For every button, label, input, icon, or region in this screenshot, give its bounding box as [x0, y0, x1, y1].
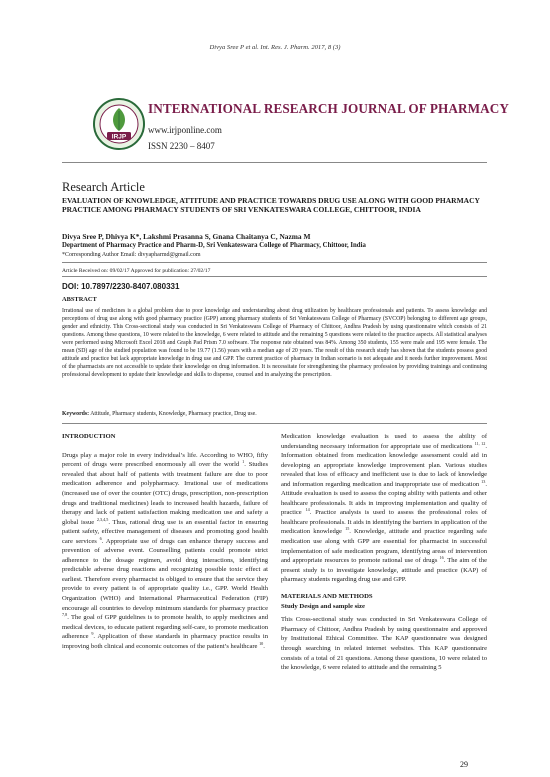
keywords [62, 411, 257, 417]
doi[interactable]: DOI: 10.7897/2230-8407.080331 [62, 282, 180, 291]
introduction-paragraph: Drugs play a major role in every individual’s life. According to WHO, fifty percent of drugs were prescribed enormously all over the world $^1$. Studies revealed that about half of patients with treatment failure are due to poor medication adherence and polypharmacy. Irrational use of medications (increased use of over the counter (OTC) drugs, prescription, non-prescription drugs and traditional medicines) leads to increased health hazards, failure of therapy and lack of patient satisfaction making medication use and safety a global issue $^{2,3,4,5}$. Thus, rational drug use is an essential factor in ensuring patient safety, effective management of diseases and promoting good health care services $^6$. Appropriate use of drugs can enhance therapy success and prevention of adverse event. Counselling patients could promote strict adherence to the dosage regimen, avoid drug interactions, identifying predictable adverse drug reactions and recognizing possible toxic effect at earliest. Therefore every pharmacist is obliged to ensure that the service they provide to every patient is of appropriate quality i.e., GPP. World Health Organization (WHO) and International Pharmaceutical Federation (FIP) encourage all countries to develop minimum standards for pharmacy practice $^{7,8}$. The goal of GPP guidelines is to promote health, to apply medicines and medical devices, to educate patient regarding self-care, to promote medication adherence $^9$. Application of these standards in pharmacy practice results in improving both clinical and economic outcomes of the patient’s healthcare $^{10}$. [62, 451, 268, 650]
introduction-paragraph-2: Medication knowledge evaluation is used to assess the ability of understanding necessary information for appropriate use of medications $^{11, 12}$. Information obtained from medication knowledge assessment could aid in developing an appropriate knowledge improvement plan. Various studies revealed that loss of efficacy and inefficient use is due to lack of knowledge and information regarding medication and inappropriate use of medication $^{13}$. Attitude evaluation is used to assess the coping ability with patients and other healthcare professionals. It aids in improving implementation and quality of practice $^{14}$. Practice analysis is used to assess the professional roles of healthcare professionals. It aids in identifying the barriers in application of the medication knowledge $^{15}$. Knowledge, attitude and practice regarding safe medication use along with GPP are essential for pharmacist in successful implementation of safe medication program, identifying areas of intervention and appropriate resources to promote rational use of drugs $^{16}$. The aim of the present study is to investigate knowledge, attitude and practice (KAP) of pharmacy students regarding drug use and GPP. [281, 433, 487, 584]
affiliation: Department of Pharmacy Practice and Pharm-D, Sri Venkateswara College of Pharmacy, Chittoor, India [62, 242, 366, 249]
abstract-text: Irrational use of medicines is a global problem due to poor knowledge and understanding about drug utilization by healthcare professionals and patients. To assess knowledge and perceptions of drug use along with good pharmacy practice (GPP) among pharmacy students of Sri Venkateswara College of Pharmacy (SVCOP) belonging to different age groups, gender and ethnicity. This Cross-sectional study was conducted in Sri Venkateswara College of Pharmacy of Chittoor, Andhra Pradesh by using questionnaire which consists of 21 questions. Among these questions, 10 were related to the knowledge, 6 were related to attitude and the remaining 5 questions were related to the practice aspects. All statistical analyses were performed using Microsoft Excel 2018 and Graph Pad Prism 7.0 software. The response rate obtained was 84%. Among 350 students, 155 were male and 195 were female. The mean (SD) age of the studied population was found to be 19.77 (1.56) years with a median age of 20 years. The result of this research study has shown that the students possess good attitude and practice but lack appropriate knowledge in drug use and GPP. The current practice of pharmacy in Indian scenario is not adequate and it needs further improvement. Most of the pharmacists are not accessible to update their knowledge on drug information. It is necessitate for strengthening the pharmacy profession by providing trainings and continuing professional development to update their knowledge and skills to dispense, counsel and in analyzing the prescription. [62, 308, 487, 379]
authors: Divya Sree P, Dhivya K*, Lakshmi Prasanna S, Gnana Chaitanya C, Nazma M [62, 232, 311, 241]
received-dates: Article Received on: 09/02/17 Approved for publication: 27/02/17 [62, 268, 211, 274]
journal-url[interactable]: www.irjponline.com [148, 125, 222, 135]
divider [62, 423, 487, 424]
journal-title: INTERNATIONAL RESEARCH JOURNAL OF PHARMACY [148, 101, 510, 116]
divider [62, 262, 487, 263]
article-title: EVALUATION OF KNOWLEDGE, ATTITUDE AND PRACTICE TOWARDS DRUG USE ALONG WITH GOOD PHARMACY PRACTICE AMONG PHARMACY STUDENTS OF SRI VENKATESWARA COLLEGE, CHITTOOR, INDIA [62, 196, 480, 214]
page-number: 29 [460, 760, 468, 769]
introduction-heading: INTRODUCTION [62, 433, 116, 440]
left-column [62, 432, 268, 651]
running-header: Divya Sree P et al. Int. Res. J. Pharm. 2017, 8 (3) [209, 44, 341, 51]
methods-heading: MATERIALS AND METHODS [281, 592, 373, 600]
methods-paragraph: This Cross-sectional study was conducted in Sri Venkateswara College of Pharmacy of Chittoor, Andhra Pradesh by using questionnaire and approved by Institutional Ethical Committee. The KAP questionnaire was designed through searching in related internet websites. This KAP questionnaire consists of a total of 21 questions. Among these questions, 10 were related to the knowledge, 6 were related to attitude and the remaining 5 [281, 616, 487, 672]
abstract-heading: ABSTRACT [62, 296, 97, 303]
header-divider [62, 162, 487, 163]
keywords-label: Keywords: [62, 411, 90, 417]
divider [62, 276, 487, 277]
journal-logo [92, 97, 146, 151]
keywords-text: Attitude, Pharmacy students, Knowledge, Pharmacy practice, Drug use. [90, 411, 257, 417]
corresponding-author: *Corresponding Author Email: divyapharmd@gmail.com [62, 252, 201, 258]
methods-subheading: Study Design and sample size [281, 602, 365, 610]
right-column [281, 432, 487, 673]
article-type: Research Article [62, 180, 145, 194]
logo-text: IRJP [111, 133, 127, 141]
journal-issn: ISSN 2230 – 8407 [148, 141, 215, 151]
